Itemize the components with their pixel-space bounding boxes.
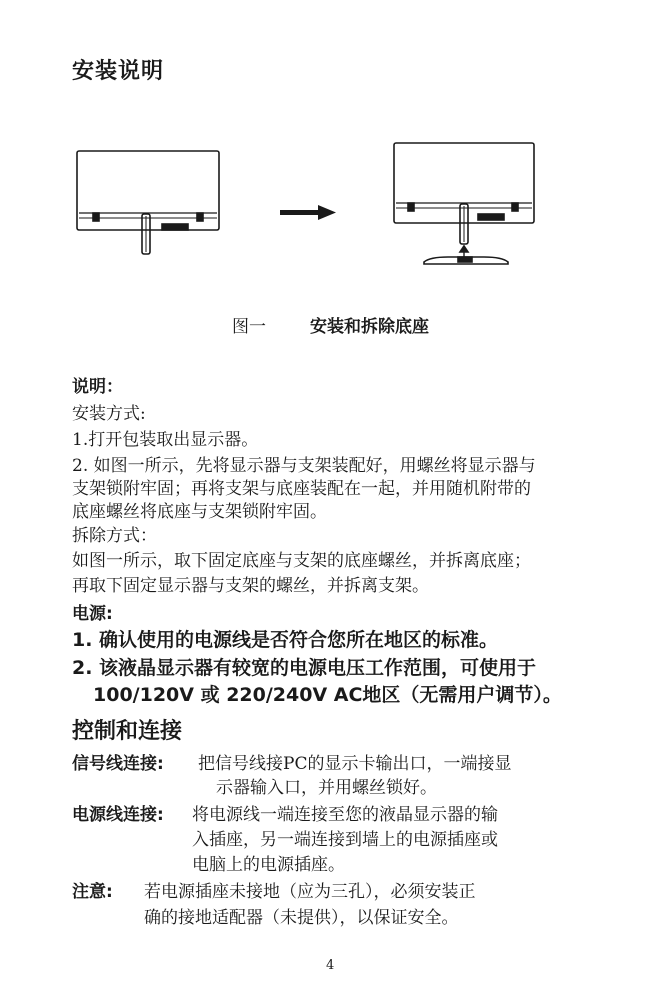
power-item-2-line-2: 100/120V 或 220/240V AC地区（无需用户调节）。 xyxy=(93,684,562,706)
install-step-2-line-1: 2. 如图一所示，先将显示器与支架装配好，用螺丝将显示器与 xyxy=(72,456,536,476)
note-line-1: 若电源插座未接地（应为三孔），必须安装正 xyxy=(144,882,476,902)
monitor-with-stand-illustration xyxy=(77,151,219,254)
arrow-right-icon xyxy=(280,205,336,220)
power-cable-line-1: 将电源线一端连接至您的液晶显示器的输 xyxy=(192,805,498,825)
install-heading: 安装方式: xyxy=(72,404,146,424)
power-heading: 电源: xyxy=(72,604,113,624)
power-item-2-line-1: 2. 该液晶显示器有较宽的电源电压工作范围，可使用于 xyxy=(72,657,537,679)
install-step-2-line-3: 底座螺丝将底座与支架锁附牢固。 xyxy=(72,502,327,522)
signal-cable-line-1: 把信号线接PC的显示卡输出口，一端接显 xyxy=(198,754,512,774)
power-cable-label: 电源线连接: xyxy=(72,805,164,825)
install-step-2-line-2: 支架锁附牢固；再将支架与底座装配在一起，并用随机附带的 xyxy=(72,479,531,499)
signal-cable-label: 信号线连接: xyxy=(72,754,164,774)
power-cable-line-3: 电脑上的电源插座。 xyxy=(192,855,345,875)
installation-figure xyxy=(0,0,661,300)
note-label: 注意: xyxy=(72,882,113,902)
power-item-1: 1. 确认使用的电源线是否符合您所在地区的标准。 xyxy=(72,629,499,651)
page-title: 安装说明 xyxy=(72,59,165,84)
control-heading: 控制和连接 xyxy=(72,719,183,744)
note-line-2: 确的接地适配器（未提供），以保证安全。 xyxy=(144,908,459,928)
remove-heading: 拆除方式： xyxy=(72,526,157,546)
page-number: 4 xyxy=(326,958,335,973)
figure-number: 图一 xyxy=(232,317,266,337)
signal-cable-line-2: 示器输入口，并用螺丝锁好。 xyxy=(216,778,437,798)
remove-line-1: 如图一所示，取下固定底座与支架的底座螺丝，并拆离底座； xyxy=(72,551,531,571)
install-step-1: 1.打开包装取出显示器。 xyxy=(72,430,259,450)
instructions-heading: 说明： xyxy=(72,377,123,397)
monitor-with-base-illustration xyxy=(394,143,534,264)
remove-line-2: 再取下固定显示器与支架的螺丝，并拆离支架。 xyxy=(72,576,429,596)
power-cable-line-2: 入插座，另一端连接到墙上的电源插座或 xyxy=(192,830,498,850)
figure-caption: 安装和拆除底座 xyxy=(310,317,429,337)
